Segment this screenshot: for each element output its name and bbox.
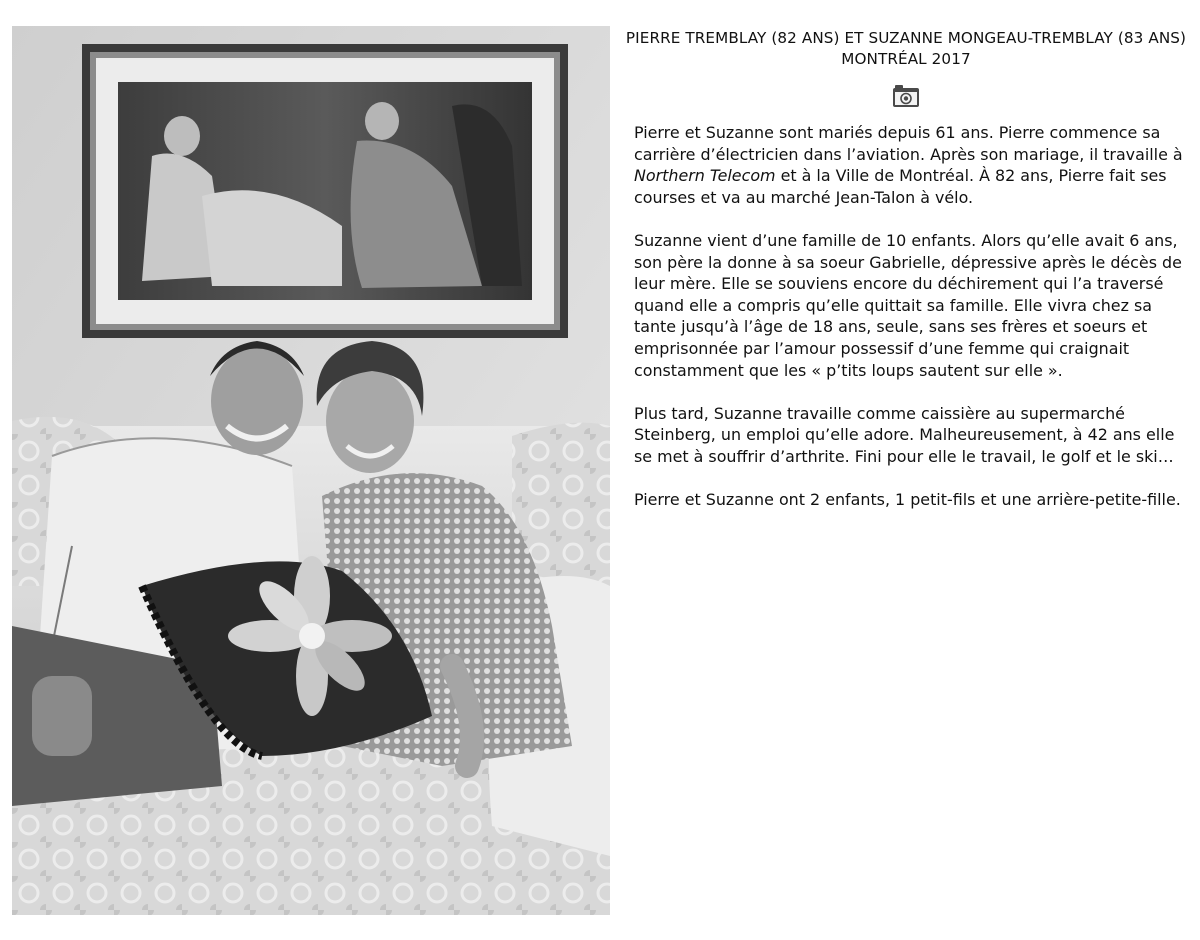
caption-place-year: MONTRÉAL 2017 [841, 50, 971, 68]
story-paragraph-2: Suzanne vient d’une famille de 10 enfants. Alors qu’elle avait 6 ans, son père la donne à sa soeur Gabrielle, dépressive après le décès de leur mère. Elle se souviens encore du déchirement qui l’a traversé quand elle a compris qu’elle quittait sa famille. Elle vivra chez sa tante jusqu’à l’âge de 18 ans, seule, sans ses frères et soeurs et emprisonnée par l’amour possessif d’une femme qui craignait constamment que les « p’tits loups sautent sur elle ». [634, 230, 1182, 380]
caption-names: PIERRE TREMBLAY (82 ANS) ET SUZANNE MONGEAU-TREMBLAY (83 ANS) [625, 29, 1187, 47]
story-text [620, 122, 1192, 511]
camera-button-wrap [620, 84, 1192, 110]
story-paragraph-3: Plus tard, Suzanne travaille comme caissière au supermarché Steinberg, un emploi qu’elle adore. Malheureusement, à 42 ans elle se met à souffrir d’arthrite. Fini pour elle le travail, le golf et le ski… [634, 403, 1175, 466]
framed-painting [82, 44, 568, 338]
portrait-photo-illustration [12, 26, 610, 915]
story-paragraph-1: Pierre et Suzanne sont mariés depuis 61 ans. Pierre commence sa carrière d’électricien dans l’aviation. Après son mariage, il travaille à Northern Telecom et à la Ville de Montréal. À 82 ans, Pierre fait ses courses et va au marché Jean-Talon à vélo. [634, 123, 1183, 207]
photo-caption [620, 28, 1192, 70]
camera-icon[interactable] [892, 84, 920, 108]
story-paragraph-4: Pierre et Suzanne ont 2 enfants, 1 petit-fils et une arrière-petite-fille. [634, 490, 1181, 510]
portrait-photo [12, 26, 610, 915]
text-panel [620, 28, 1192, 511]
company-name-emphasis: Northern Telecom [634, 166, 776, 186]
